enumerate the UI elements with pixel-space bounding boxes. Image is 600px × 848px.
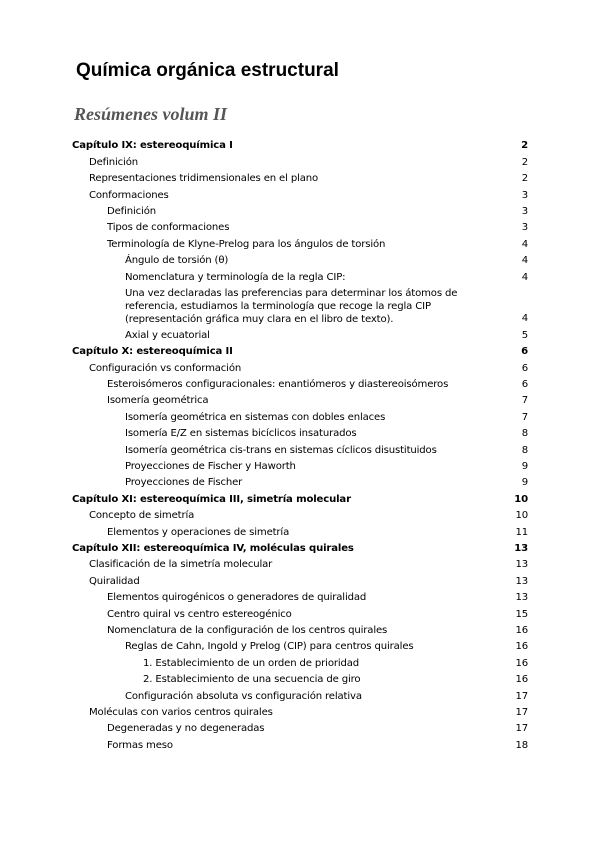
toc-entry-label: Capítulo XI: estereoquímica III, simetría molecular bbox=[72, 493, 351, 505]
toc-entry[interactable] bbox=[72, 202, 528, 218]
toc-entry[interactable] bbox=[72, 424, 528, 440]
toc-entry-label: Ángulo de torsión (θ) bbox=[125, 255, 229, 267]
toc-page-number: 6 bbox=[521, 362, 528, 374]
toc-entry[interactable] bbox=[72, 621, 528, 637]
toc-entry-label: Nomenclatura de la configuración de los centros quirales bbox=[107, 624, 388, 636]
toc-page-number: 13 bbox=[514, 542, 528, 554]
toc-entry-label: Definición bbox=[89, 156, 138, 168]
toc-entry-label: Capítulo X: estereoquímica II bbox=[72, 346, 233, 358]
toc-entry-label: Proyecciones de Fischer y Haworth bbox=[125, 461, 296, 473]
toc-entry-label: Configuración vs conformación bbox=[89, 362, 242, 374]
toc-entry-label: Axial y ecuatorial bbox=[125, 329, 210, 341]
toc-page-number: 3 bbox=[521, 222, 528, 234]
toc-page-number: 4 bbox=[521, 312, 528, 324]
toc-entry-label: 1. Establecimiento de un orden de prioridad bbox=[143, 657, 360, 669]
toc-entry-label: Conformaciones bbox=[89, 189, 169, 201]
toc-page-number: 16 bbox=[515, 674, 528, 686]
toc-entry-label: Nomenclatura y terminología de la regla CIP: bbox=[125, 271, 346, 283]
toc-entry[interactable] bbox=[72, 735, 528, 751]
toc-entry[interactable] bbox=[72, 391, 528, 407]
toc-entry-label: Elementos quirogénicos o generadores de quiralidad bbox=[107, 592, 367, 604]
toc-entry[interactable] bbox=[72, 152, 528, 168]
toc-entry[interactable] bbox=[72, 686, 528, 702]
toc-page-number: 17 bbox=[515, 690, 528, 702]
toc-entry-label: Reglas de Cahn, Ingold y Prelog (CIP) para centros quirales bbox=[125, 641, 414, 653]
toc-entry[interactable] bbox=[72, 358, 528, 374]
toc-entry-label: Isomería geométrica cis-trans en sistemas cíclicos disustituidos bbox=[125, 444, 437, 456]
table-of-contents bbox=[72, 136, 528, 752]
toc-entry-label: Moléculas con varios centros quirales bbox=[89, 706, 273, 718]
document-title: Química orgánica estructural bbox=[76, 60, 339, 81]
toc-entry[interactable] bbox=[72, 588, 528, 604]
toc-entry[interactable] bbox=[72, 473, 528, 489]
toc-entry-label: Configuración absoluta vs configuración relativa bbox=[125, 690, 362, 702]
toc-entry[interactable] bbox=[72, 440, 528, 456]
toc-entry[interactable] bbox=[72, 267, 528, 283]
toc-page-number: 4 bbox=[521, 255, 528, 267]
toc-entry-label: Capítulo IX: estereoquímica I bbox=[72, 140, 233, 152]
toc-page-number: 6 bbox=[521, 346, 528, 358]
toc-entry-label: Una vez declaradas las preferencias para determinar los átomos de referencia, estudiamos la terminología que recoge la regla CIP (representación gráfica muy clara en el libro de texto). bbox=[125, 287, 458, 325]
toc-page-number: 3 bbox=[521, 189, 528, 201]
toc-entry[interactable] bbox=[72, 185, 528, 201]
toc-page-number: 4 bbox=[521, 238, 528, 250]
toc-entry-label: Capítulo XII: estereoquímica IV, moléculas quirales bbox=[72, 542, 354, 554]
toc-entry-label: Quiralidad bbox=[89, 575, 140, 587]
toc-entry[interactable] bbox=[72, 670, 528, 686]
toc-page-number: 16 bbox=[515, 624, 528, 636]
toc-page-number: 2 bbox=[521, 173, 528, 185]
toc-entry[interactable] bbox=[72, 326, 528, 342]
toc-entry-label: Terminología de Klyne-Prelog para los ángulos de torsión bbox=[107, 238, 386, 250]
toc-entry-label: Isomería geométrica bbox=[107, 395, 209, 407]
toc-entry[interactable] bbox=[72, 555, 528, 571]
toc-page-number: 17 bbox=[515, 706, 528, 718]
toc-entry-label: Elementos y operaciones de simetría bbox=[107, 526, 290, 538]
toc-page-number: 16 bbox=[515, 641, 528, 653]
toc-entry-label: Degeneradas y no degeneradas bbox=[107, 723, 265, 735]
toc-page-number: 11 bbox=[515, 526, 528, 538]
toc-entry-label: Representaciones tridimensionales en el plano bbox=[89, 173, 319, 185]
toc-entry[interactable] bbox=[72, 218, 528, 234]
toc-entry-label: Proyecciones de Fischer bbox=[125, 477, 243, 489]
toc-page-number: 9 bbox=[521, 461, 528, 473]
toc-page-number: 2 bbox=[521, 140, 528, 152]
toc-page-number: 6 bbox=[521, 379, 528, 391]
toc-chapter-entry[interactable] bbox=[72, 136, 528, 152]
toc-entry[interactable] bbox=[72, 637, 528, 653]
toc-page-number: 13 bbox=[515, 559, 528, 571]
toc-entry[interactable] bbox=[72, 522, 528, 538]
toc-page-number: 16 bbox=[515, 657, 528, 669]
toc-page-number: 5 bbox=[521, 329, 528, 341]
toc-page-number: 7 bbox=[521, 411, 528, 423]
toc-entry[interactable] bbox=[72, 407, 528, 423]
toc-chapter-entry[interactable] bbox=[72, 489, 528, 505]
toc-page-number: 7 bbox=[521, 395, 528, 407]
toc-entry[interactable] bbox=[72, 457, 528, 473]
toc-entry[interactable] bbox=[72, 375, 528, 391]
toc-entry[interactable] bbox=[72, 284, 528, 326]
toc-page-number: 4 bbox=[521, 271, 528, 283]
toc-page-number: 18 bbox=[515, 739, 528, 751]
toc-entry-label: Centro quiral vs centro estereogénico bbox=[107, 608, 292, 620]
toc-entry[interactable] bbox=[72, 234, 528, 250]
toc-page-number: 2 bbox=[521, 156, 528, 168]
document-subtitle: Resúmenes volum II bbox=[74, 104, 228, 124]
toc-page-number: 3 bbox=[521, 205, 528, 217]
toc-entry[interactable] bbox=[72, 653, 528, 669]
toc-page-number: 8 bbox=[521, 428, 528, 440]
toc-entry[interactable] bbox=[72, 506, 528, 522]
toc-entry-label: Concepto de simetría bbox=[89, 510, 195, 522]
toc-entry[interactable] bbox=[72, 571, 528, 587]
toc-page-number: 15 bbox=[515, 608, 528, 620]
toc-entry-label: Isomería geométrica en sistemas con dobles enlaces bbox=[125, 411, 386, 423]
toc-chapter-entry[interactable] bbox=[72, 342, 528, 358]
toc-page-number: 8 bbox=[521, 444, 528, 456]
toc-page-number: 17 bbox=[515, 723, 528, 735]
toc-chapter-entry[interactable] bbox=[72, 539, 528, 555]
toc-entry[interactable] bbox=[72, 604, 528, 620]
toc-entry-label: Isomería E/Z en sistemas bicíclicos insaturados bbox=[125, 428, 357, 440]
toc-entry-label: 2. Establecimiento de una secuencia de giro bbox=[143, 674, 361, 686]
toc-entry[interactable] bbox=[72, 719, 528, 735]
toc-page-number: 9 bbox=[521, 477, 528, 489]
toc-page-number: 13 bbox=[515, 592, 528, 604]
toc-entry[interactable] bbox=[72, 703, 528, 719]
toc-entry-label: Definición bbox=[107, 205, 156, 217]
toc-entry-label: Clasificación de la simetría molecular bbox=[89, 559, 273, 571]
toc-entry-label: Esteroisómeros configuracionales: enantiómeros y diastereoisómeros bbox=[107, 379, 449, 391]
toc-page-number: 10 bbox=[515, 510, 528, 522]
toc-entry[interactable] bbox=[72, 251, 528, 267]
toc-page-number: 10 bbox=[514, 493, 528, 505]
toc-entry-label: Formas meso bbox=[107, 739, 173, 751]
toc-entry[interactable] bbox=[72, 169, 528, 185]
toc-entry-label: Tipos de conformaciones bbox=[107, 222, 230, 234]
toc-page-number: 13 bbox=[515, 575, 528, 587]
